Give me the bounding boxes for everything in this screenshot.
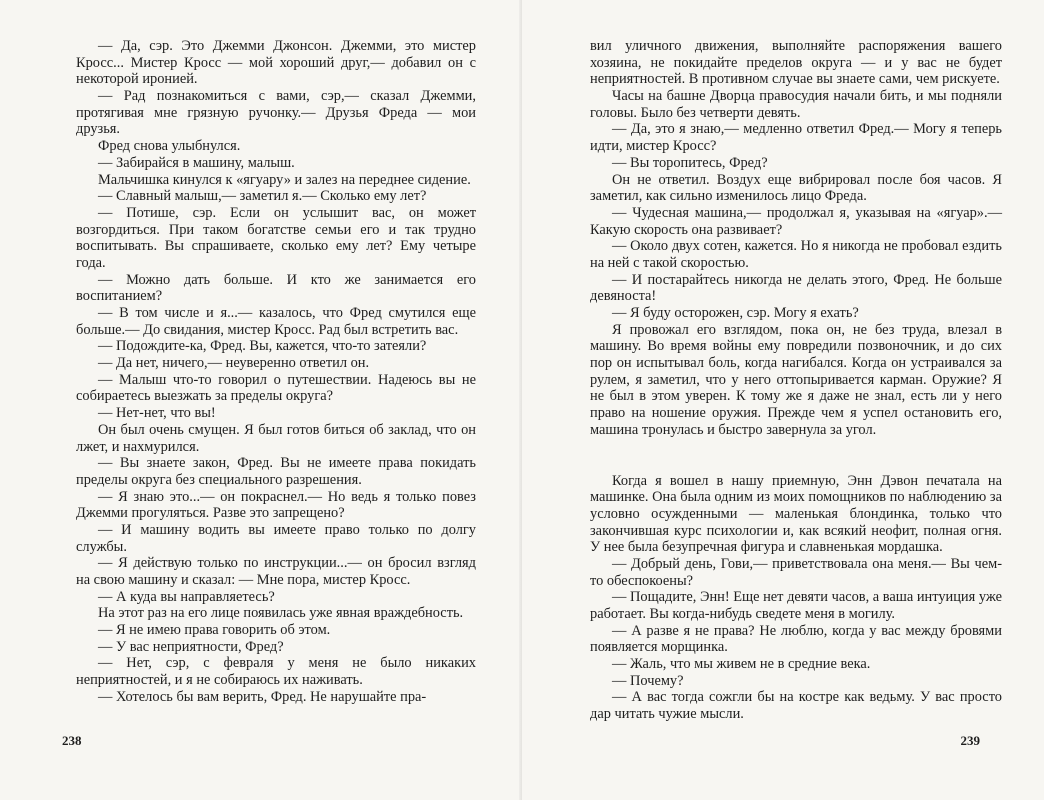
paragraph: — Хотелось бы вам верить, Фред. Не нарушайте пра-: [98, 688, 427, 705]
paragraph: — Нет, сэр, с февраля у меня не было никаких неприятностей, и я не собираюсь их наживать.: [76, 655, 476, 689]
paragraph: — Я не имею права говорить об этом.: [98, 622, 331, 639]
paragraph: — Добрый день, Гови,— приветствовала она меня.— Вы чем-то обеспокоены?: [590, 555, 1002, 589]
right-page: [522, 0, 1044, 800]
paragraph: Часы на башне Дворца правосудия начали бить, и мы подняли головы. Было без четверти девять.: [590, 88, 1002, 121]
paragraph: — Пощадите, Энн! Еще нет девяти часов, а ваша интуиция уже работает. Вы когда-нибудь сведете меня в могилу.: [590, 589, 1002, 622]
paragraph: — Можно дать больше. И кто же занимается его воспитанием?: [76, 271, 476, 305]
paragraph: — Жаль, что мы живем не в средние века.: [612, 656, 871, 673]
paragraph: Он не ответил. Воздух еще вибрировал после боя часов. Я заметил, как сильно изменилось лицо Фреда.: [590, 171, 1002, 205]
paragraph: — Забирайся в машину, малыш.: [98, 154, 295, 171]
paragraph: Мальчишка кинулся к «ягуару» и залез на переднее сидение.: [98, 171, 471, 188]
paragraph: На этот раз на его лице появилась уже явная враждебность.: [98, 605, 464, 622]
paragraph: — И постарайтесь никогда не делать этого, Фред. Не больше девяноста!: [590, 271, 1002, 305]
left-page-text: [76, 38, 476, 706]
paragraph: — А куда вы направляетесь?: [98, 588, 275, 605]
paragraph: — Подождите-ка, Фред. Вы, кажется, что-то затеяли?: [98, 338, 427, 355]
paragraph: — Да, это я знаю,— медленно ответил Фред.— Могу я теперь идти, мистер Кросс?: [590, 121, 1002, 155]
continued-paragraph: вил уличного движения, выполняйте распоряжения вашего хозяина, не покидайте пределов округа — и у вас не будет неприятностей. В противном случае вы знаете сами, чем рискуете.: [590, 38, 1002, 88]
paragraph: — Славный малыш,— заметил я.— Сколько ему лет?: [98, 188, 427, 205]
paragraph: — У вас неприятности, Фред?: [98, 638, 284, 655]
paragraph: — А вас тогда сожгли бы на костре как ведьму. У вас просто дар читать чужие мысли.: [590, 689, 1002, 723]
paragraph: Я провожал его взглядом, пока он, не без труда, влезал в машину. Во время войны ему повредили позвоночник, и до сих пор он испытывал боль, когда нагибался. Когда он устраивался за рулем, я заметил, что у него оттопыривается карман. Оружие? Я не был в этом уверен. К тому же я даже не знал, есть ли у него право на ношение оружия. Прежде чем я успел остановить его, машина тронулась и быстро завернула за угол.: [590, 321, 1002, 438]
paragraph: — Я буду осторожен, сэр. Могу я ехать?: [612, 305, 859, 321]
paragraph: Он был очень смущен. Я был готов биться об заклад, что он лжет, и нахмурился.: [76, 421, 476, 455]
paragraph: — Около двух сотен, кажется. Но я никогда не пробовал ездить на ней с такой скоростью.: [590, 238, 1002, 271]
paragraph: — И машину водить вы имеете право только по долгу службы.: [76, 521, 476, 555]
paragraph: — Я действую только по инструкции...— он бросил взгляд на свою машину и сказал: — Мне пора, мистер Кросс.: [76, 555, 476, 588]
paragraph: — Малыш что-то говорил о путешествии. Надеюсь вы не собираетесь выезжать за пределы округа?: [76, 371, 476, 405]
paragraph: — Рад познакомиться с вами, сэр,— сказал Джемми, протягивая мне грязную ручонку.— Друзья Фреда — мои друзья.: [76, 88, 476, 138]
page-number: 239: [960, 733, 980, 748]
paragraph: — Потише, сэр. Если он услышит вас, он может возгордиться. При таком богатстве семьи его и так трудно воспитывать. Вы спрашиваете, сколько ему лет? Ему четыре года.: [76, 204, 476, 271]
paragraph: — Почему?: [612, 672, 684, 689]
page-number: 238: [62, 733, 82, 748]
paragraph: — А разве я не права? Не люблю, когда у вас между бровями появляется морщинка.: [590, 622, 1002, 656]
paragraph: — Нет-нет, что вы!: [98, 405, 216, 422]
paragraph: — Вы знаете закон, Фред. Вы не имеете права покидать пределы округа без специального разрешения.: [76, 455, 476, 488]
paragraph: — Да нет, ничего,— неуверенно ответил он.: [98, 355, 370, 372]
right-page-text: [590, 38, 1002, 723]
paragraph: — В том числе и я...— казалось, что Фред смутился еще больше.— До свидания, мистер Кросс. Рад был встретить вас.: [76, 305, 476, 338]
paragraph: — Да, сэр. Это Джемми Джонсон. Джемми, это мистер Кросс... Мистер Кросс — мой хороший друг,— добавил он с некоторой иронией.: [76, 38, 476, 88]
paragraph: — Вы торопитесь, Фред?: [612, 154, 768, 171]
paragraph: Фред снова улыбнулся.: [98, 138, 241, 155]
section-paragraph: Когда я вошел в нашу приемную, Энн Дэвон печатала на машинке. Она была одним из моих помощников по наблюдению за условно осужденными — маленькая блондинка, только что закончившая курс психологии и, как всякий неофит, полная огня. У нее была безупречная фигура и славненькая мордашка.: [590, 472, 1002, 556]
paragraph: — Чудесная машина,— продолжал я, указывая на «ягуар».— Какую скорость она развивает?: [590, 204, 1002, 238]
paragraph: — Я знаю это...— он покраснел.— Но ведь я только повез Джемми прогуляться. Разве это запрещено?: [76, 488, 476, 522]
